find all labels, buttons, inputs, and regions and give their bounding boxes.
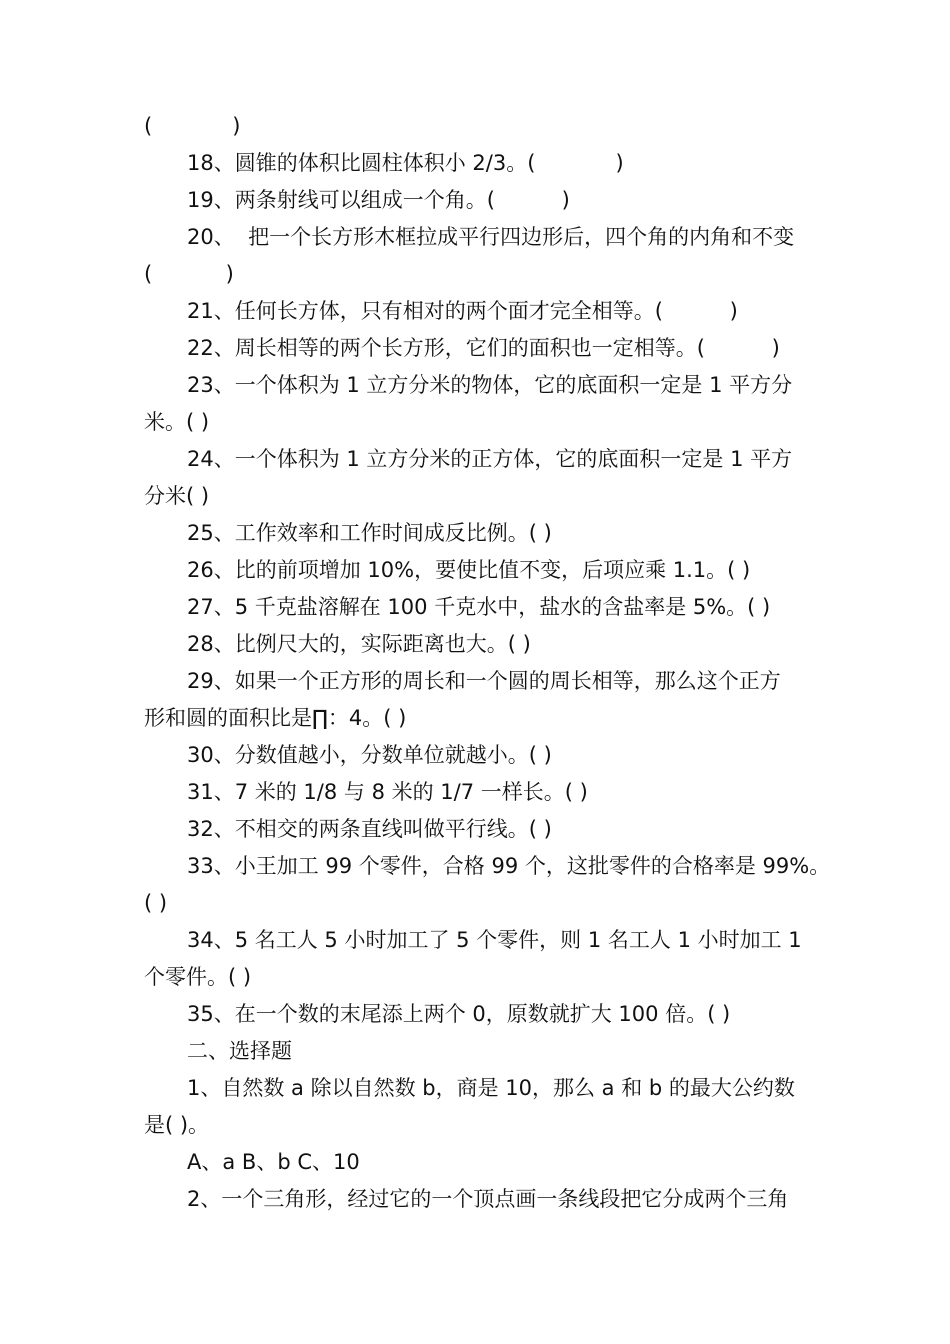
question-29: 29、如果一个正方形的周长和一个圆的周长相等，那么这个正方 [187,669,781,693]
text-line: ( ) [144,891,168,915]
question-28: 28、比例尺大的，实际距离也大。( ) [187,632,531,656]
document-body [144,108,831,1218]
section-heading: 二、选择题 [187,1039,292,1063]
text-line: 个零件。( ) [144,965,252,989]
question-25: 25、工作效率和工作时间成反比例。( ) [187,521,552,545]
question-34: 34、5 名工人 5 小时加工了 5 个零件，则 1 名工人 1 小时加工 1 [187,928,802,952]
question-21: 21、任何长方体，只有相对的两个面才完全相等。( ) [187,299,738,323]
question-31: 31、7 米的 1/8 与 8 米的 1/7 一样长。( ) [187,780,588,804]
question-22: 22、周长相等的两个长方形，它们的面积也一定相等。( ) [187,336,780,360]
question-26: 26、比的前项增加 10%，要使比值不变，后项应乘 1.1。( ) [187,558,751,582]
choice-options: A、a B、b C、10 [187,1150,360,1174]
question-27: 27、5 千克盐溶解在 100 千克水中，盐水的含盐率是 5%。( ) [187,595,771,619]
question-33: 33、小王加工 99 个零件，合格 99 个，这批零件的合格率是 99%。 [187,854,831,878]
text-line: 形和圆的面积比是∏：4。( ) [144,706,407,730]
text-line: 是( )。 [144,1113,210,1137]
choice-question-2: 2、一个三角形，经过它的一个顶点画一条线段把它分成两个三角 [187,1187,789,1211]
text-line: 分米( ) [144,484,210,508]
question-18: 18、圆锥的体积比圆柱体积小 2/3。( ) [187,151,624,175]
question-35: 35、在一个数的末尾添上两个 0，原数就扩大 100 倍。( ) [187,1002,731,1026]
text-line: 米。( ) [144,410,210,434]
question-20: 20、 把一个长方形木框拉成平行四边形后，四个角的内角和不变 [187,225,795,249]
question-23: 23、一个体积为 1 立方分米的物体，它的底面积一定是 1 平方分 [187,373,793,397]
question-32: 32、不相交的两条直线叫做平行线。( ) [187,817,552,841]
text-line: ( ) [144,262,234,286]
question-30: 30、分数值越小，分数单位就越小。( ) [187,743,552,767]
choice-question-1: 1、自然数 a 除以自然数 b，商是 10，那么 a 和 b 的最大公约数 [187,1076,795,1100]
text-line: ( ) [144,114,241,138]
question-19: 19、两条射线可以组成一个角。( ) [187,188,570,212]
question-24: 24、一个体积为 1 立方分米的正方体，它的底面积一定是 1 平方 [187,447,793,471]
